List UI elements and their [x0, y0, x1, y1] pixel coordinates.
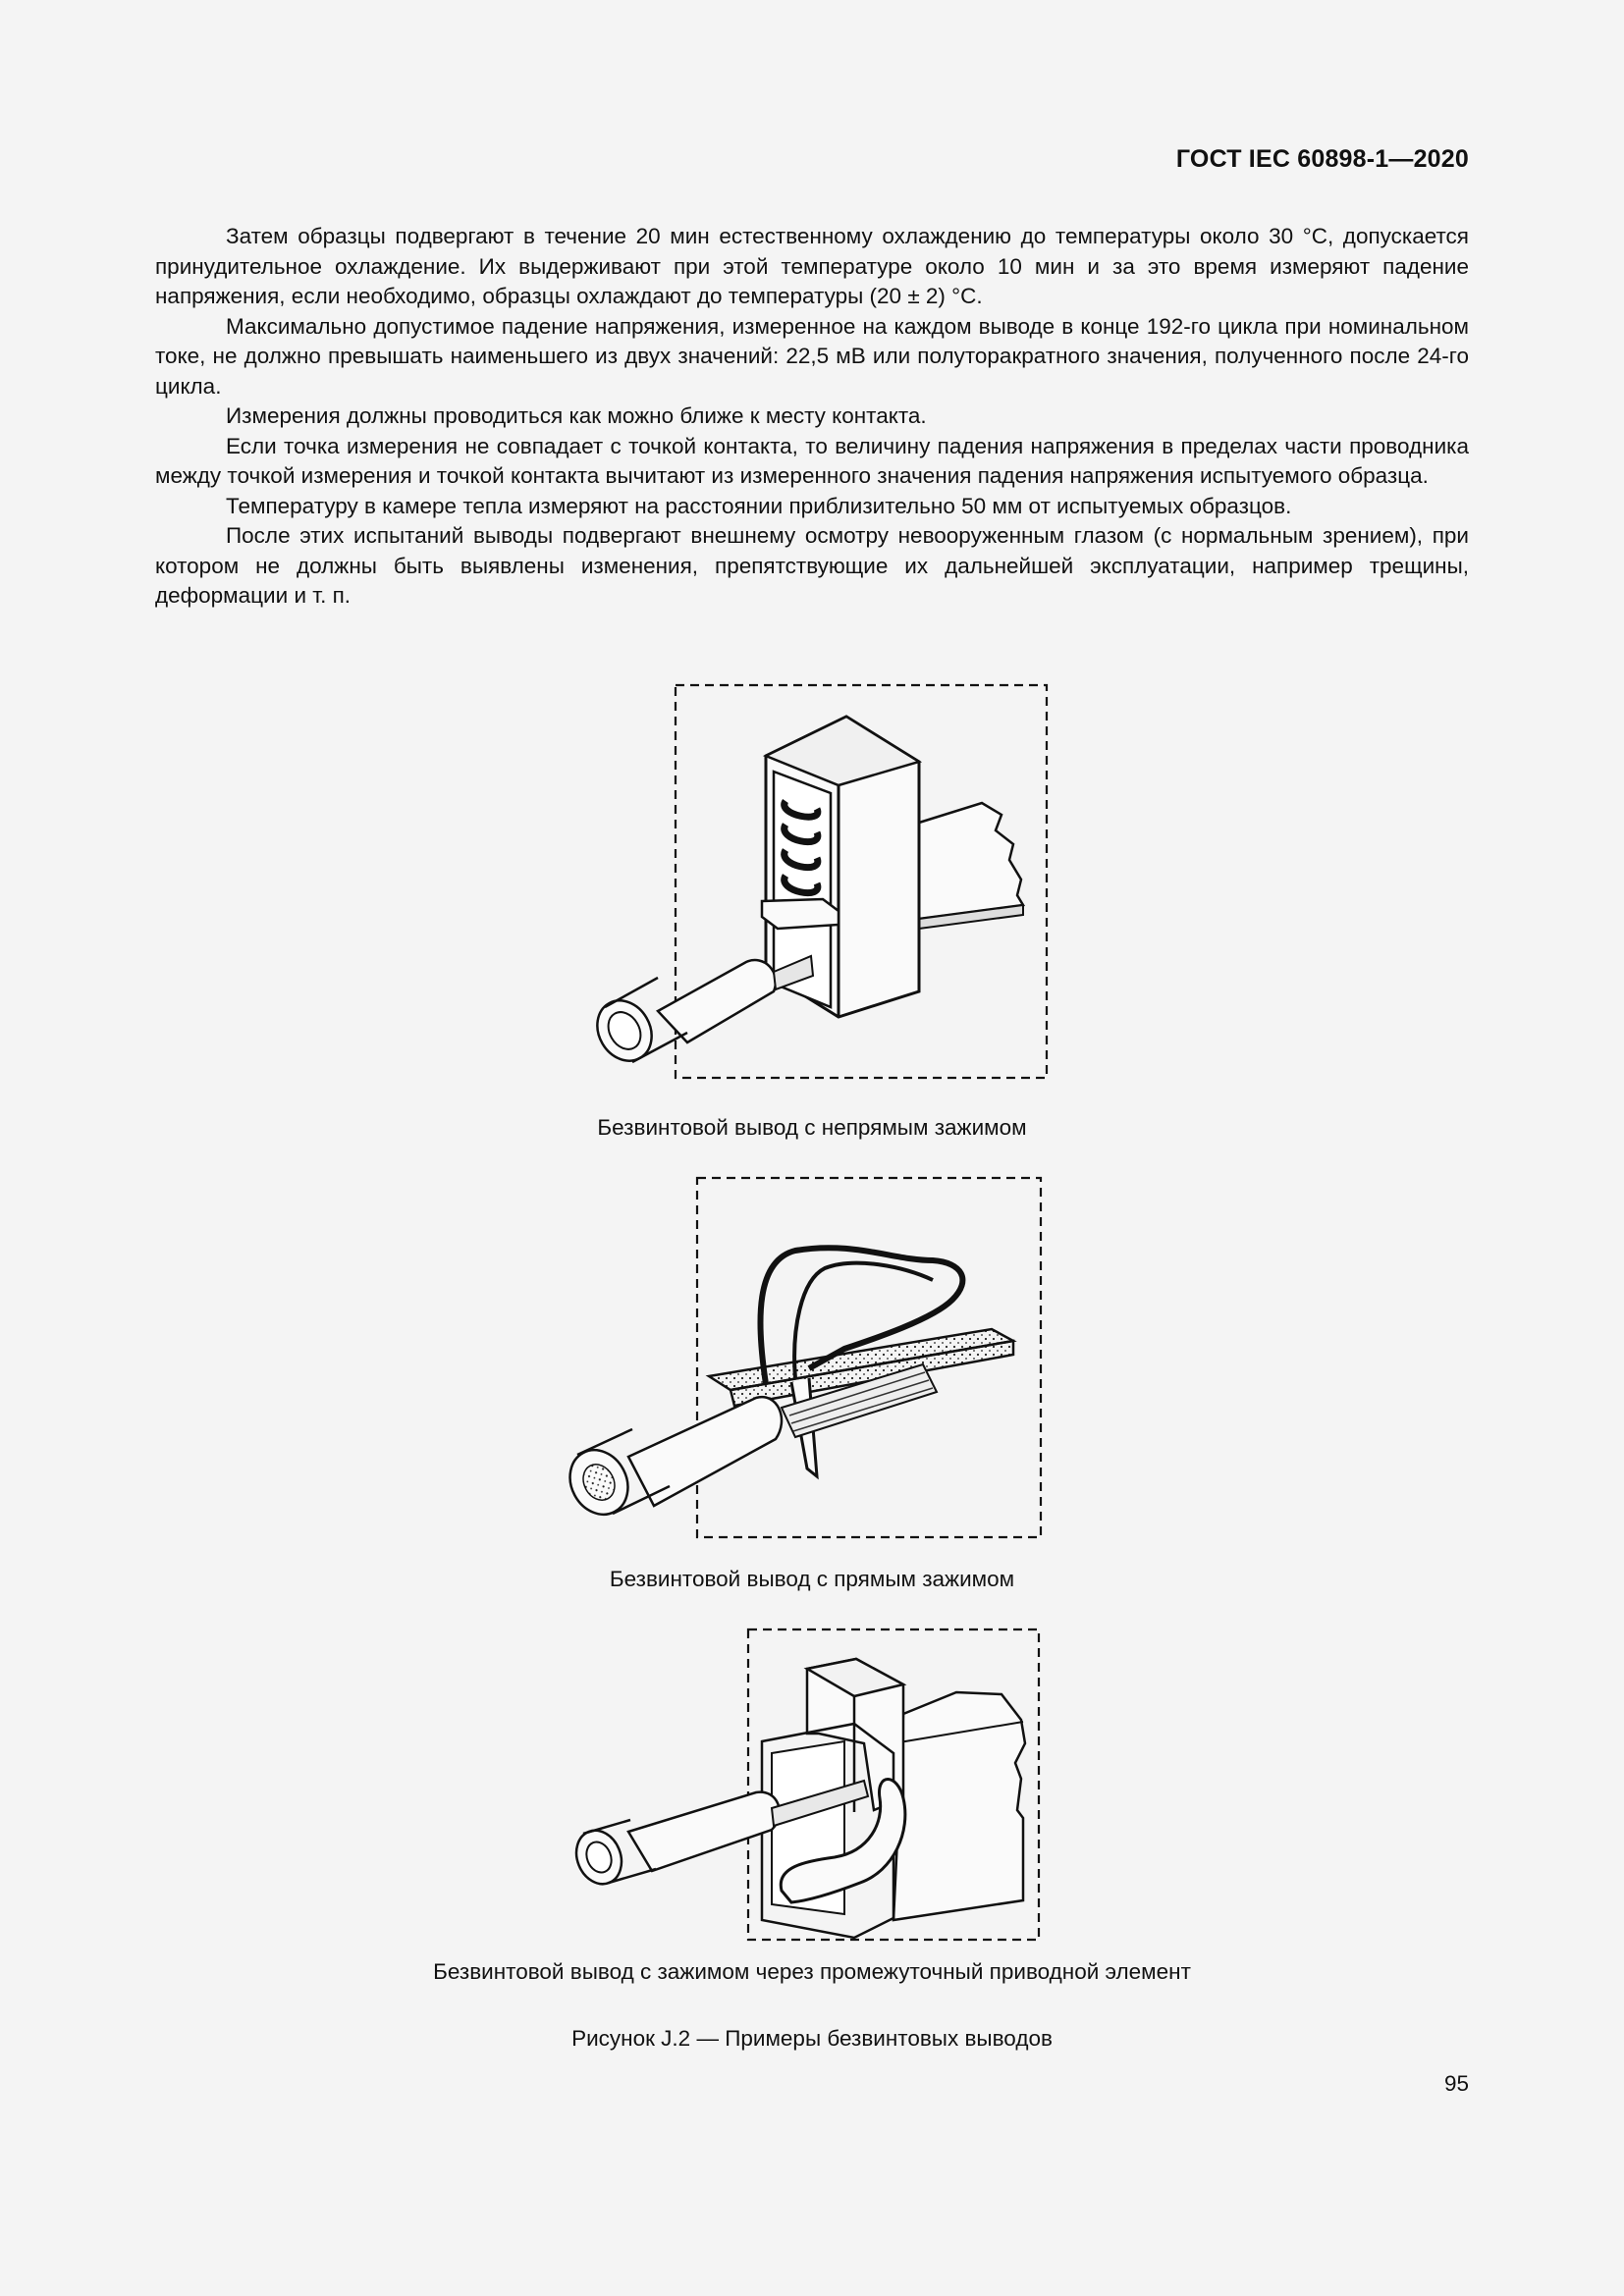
caption-indirect-clamp: Безвинтовой вывод с непрямым зажимом: [597, 1115, 1027, 1140]
body-text: [155, 222, 1469, 612]
paragraph-subtraction: Если точка измерения не совпадает с точкой контакта, то величину падения напряжения в пределах части проводника между точкой измерения и точкой контакта вычитают из измеренного значения падения напряжения испытуемого образца.: [155, 433, 1469, 488]
paragraph-inspection: После этих испытаний выводы подвергают внешнему осмотру невооруженным глазом (с нормальным зрением), при котором не должны быть выявлены изменения, препятствующие их дальнейшей эксплуатации, например трещины, деформации и т. п.: [155, 523, 1469, 608]
document-header: ГОСТ IEC 60898-1—2020: [1175, 145, 1469, 173]
figure-direct-clamp: [560, 1172, 1051, 1545]
figure-indirect-clamp: [589, 677, 1060, 1090]
figure-intermediate-clamp: [569, 1626, 1041, 1949]
paragraph-measurement-point: Измерения должны проводиться как можно ближе к месту контакта.: [226, 403, 927, 428]
caption-intermediate-clamp: Безвинтовой вывод с зажимом через промежуточный приводной элемент: [433, 1959, 1191, 1984]
paragraph-temperature: Температуру в камере тепла измеряют на расстоянии приблизительно 50 мм от испытуемых образцов.: [226, 493, 1292, 518]
paragraph-voltage-drop: Максимально допустимое падение напряжения, измеренное на каждом выводе в конце 192-го цикла при номинальном токе, не должно превышать наименьшего из двух значений: 22,5 мВ или полуторакратного значения, полученного после 24-го цикла.: [155, 313, 1469, 399]
page-number: 95: [1443, 2071, 1469, 2096]
caption-direct-clamp: Безвинтовой вывод с прямым зажимом: [609, 1567, 1015, 1591]
figure-title: Рисунок J.2 — Примеры безвинтовых выводов: [571, 2026, 1053, 2051]
paragraph-cooling: Затем образцы подвергают в течение 20 мин естественному охлаждению до температуры около 30 °C, допускается принудительное охлаждение. Их выдерживают при этой температуре около 10 мин и за это время измеряют падение напряжения, если необходимо, образцы охлаждают до температуры (20 ± 2) °C.: [155, 224, 1469, 308]
